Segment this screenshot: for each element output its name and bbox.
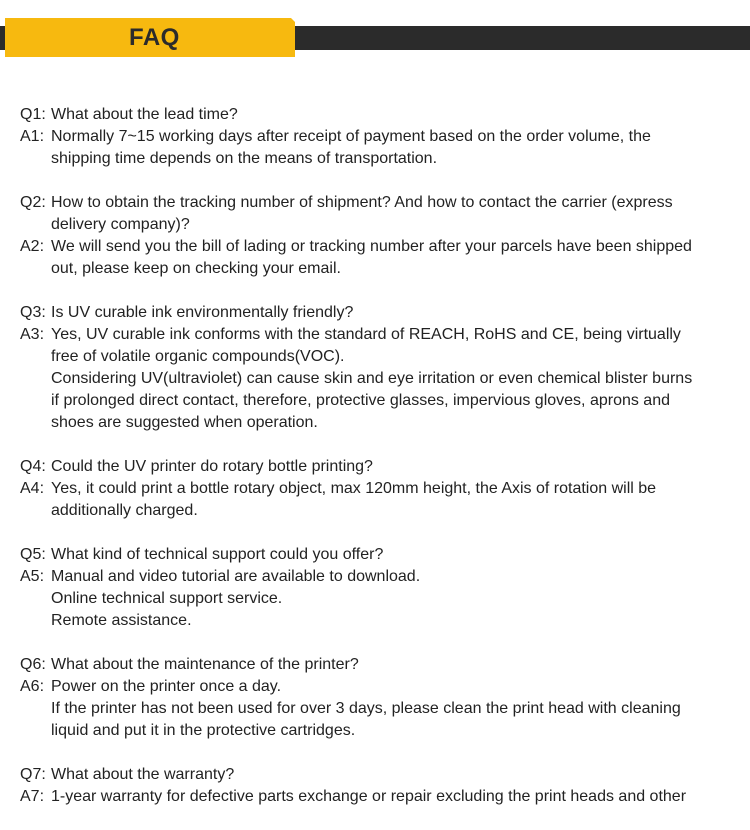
answer-continuation: shoes are suggested when operation. (51, 414, 318, 431)
faq-item (20, 654, 740, 742)
answer-label: A2: (20, 238, 45, 255)
answer (20, 126, 740, 148)
question (20, 104, 740, 126)
question (20, 456, 740, 478)
answer-continuation: free of volatile organic compounds(VOC). (51, 348, 345, 365)
answer (20, 324, 740, 346)
answer (20, 566, 740, 588)
answer (20, 676, 740, 698)
question-label: Q2: (20, 194, 46, 211)
faq-item (20, 192, 740, 280)
answer-label: A7: (20, 788, 45, 805)
answer-continuation: shipping time depends on the means of transportation. (51, 150, 438, 167)
answer-continuation: Remote assistance. (51, 612, 192, 629)
answer-continuation: Online technical support service. (51, 590, 283, 607)
answer-text: Power on the printer once a day. (51, 678, 282, 695)
faq-list (20, 104, 740, 830)
answer-text: Yes, UV curable ink conforms with the standard of REACH, RoHS and CE, being virtually (51, 326, 681, 343)
answer-continuation: additionally charged. (51, 502, 198, 519)
question-text: Could the UV printer do rotary bottle printing? (51, 458, 373, 475)
question-label: Q3: (20, 304, 46, 321)
question (20, 544, 740, 566)
question-text: How to obtain the tracking number of shipment? And how to contact the carrier (express (51, 194, 673, 211)
question-label: Q1: (20, 106, 46, 123)
answer-label: A3: (20, 326, 45, 343)
question-continuation: delivery company)? (51, 216, 190, 233)
question-text: Is UV curable ink environmentally friendly? (51, 304, 354, 321)
answer-text: Yes, it could print a bottle rotary object, max 120mm height, the Axis of rotation will be (51, 480, 657, 497)
answer-text: Normally 7~15 working days after receipt of payment based on the order volume, the (51, 128, 651, 145)
answer (20, 478, 740, 500)
question (20, 764, 740, 786)
faq-item (20, 104, 740, 170)
answer-continuation: if prolonged direct contact, therefore, protective glasses, impervious gloves, aprons and (51, 392, 670, 409)
question-label: Q7: (20, 766, 46, 783)
answer-text: 1-year warranty for defective parts exchange or repair excluding the print heads and other (51, 788, 687, 805)
faq-item (20, 456, 740, 522)
question (20, 192, 740, 214)
question-label: Q6: (20, 656, 46, 673)
faq-item (20, 764, 740, 808)
answer-label: A5: (20, 568, 45, 585)
answer-continuation: liquid and put it in the protective cartridges. (51, 722, 356, 739)
answer-text: We will send you the bill of lading or tracking number after your parcels have been shipped (51, 238, 692, 255)
answer (20, 236, 740, 258)
answer-text: Manual and video tutorial are available to download. (51, 568, 421, 585)
question (20, 654, 740, 676)
question-text: What about the warranty? (51, 766, 235, 783)
question-label: Q5: (20, 546, 46, 563)
answer-label: A4: (20, 480, 45, 497)
faq-item (20, 544, 740, 632)
answer (20, 786, 740, 808)
answer-label: A6: (20, 678, 45, 695)
question-text: What about the lead time? (51, 106, 238, 123)
question-label: Q4: (20, 458, 46, 475)
faq-item (20, 302, 740, 434)
question-text: What about the maintenance of the printer? (51, 656, 359, 673)
page-title: FAQ (129, 24, 180, 51)
answer-continuation: Considering UV(ultraviolet) can cause skin and eye irritation or even chemical blister burns (51, 370, 693, 387)
answer-label: A1: (20, 128, 45, 145)
header-left-mark (0, 26, 5, 50)
answer-continuation: If the printer has not been used for over 3 days, please clean the print head with cleaning (51, 700, 681, 717)
answer-continuation: out, please keep on checking your email. (51, 260, 341, 277)
question (20, 302, 740, 324)
question-text: What kind of technical support could you offer? (51, 546, 384, 563)
